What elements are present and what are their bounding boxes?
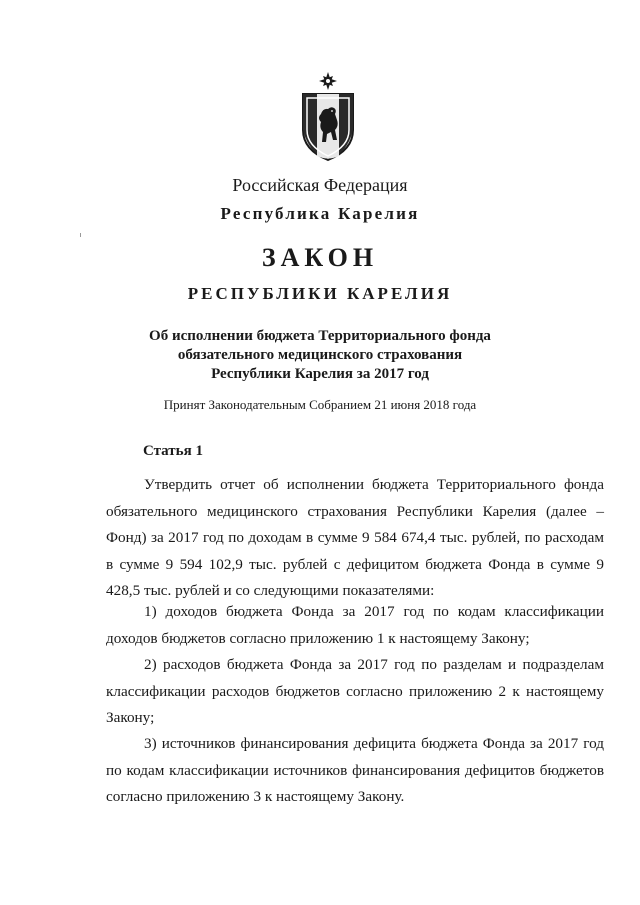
article-paragraph: Утвердить отчет об исполнении бюджета Территориального фонда обязательного медицинского страхования Республики Карелия (далее – Фонд) за 2017 год по доходам в сумме 9 584 674,4 тыс. рублей, по расходам в сумме 9 594 102,9 тыс. рублей с дефицитом бюджета Фонда в сумме 9 428,5 тыс. рублей и со следующими показателями: xyxy=(106,476,604,599)
document-subtitle: РЕСПУБЛИКИ КАРЕЛИЯ xyxy=(187,284,453,303)
article-paragraph: 1) доходов бюджета Фонда за 2017 год по кодам классификации доходов бюджетов согласно приложению 1 к настоящему Закону; xyxy=(106,603,604,647)
article-paragraph: 3) источников финансирования дефицита бюджета Фонда за 2017 год по кодам классификации источников финансирования дефицитов бюджетов согласно приложению 3 к настоящему Закону. xyxy=(106,735,604,805)
country-name: Российская Федерация xyxy=(232,175,408,195)
document-title: ЗАКОН xyxy=(261,243,379,272)
law-subject-line: обязательного медицинского страхования xyxy=(177,347,463,363)
law-subject xyxy=(0,327,640,384)
law-subject-line: Республики Карелия за 2017 год xyxy=(211,366,429,382)
republic-name: Республика Карелия xyxy=(220,204,420,223)
article-heading: Статья 1 xyxy=(143,443,203,459)
adoption-note: Принят Законодательным Собранием 21 июня 2018 года xyxy=(163,397,477,412)
coat-of-arms-karelia-icon xyxy=(297,70,359,162)
scan-mark xyxy=(80,233,81,237)
law-subject-line: Об исполнении бюджета Территориального фонда xyxy=(149,328,491,344)
article-paragraph: 2) расходов бюджета Фонда за 2017 год по разделам и подразделам классификации расходов бюджетов согласно приложению 2 к настоящему Закону; xyxy=(106,656,604,726)
